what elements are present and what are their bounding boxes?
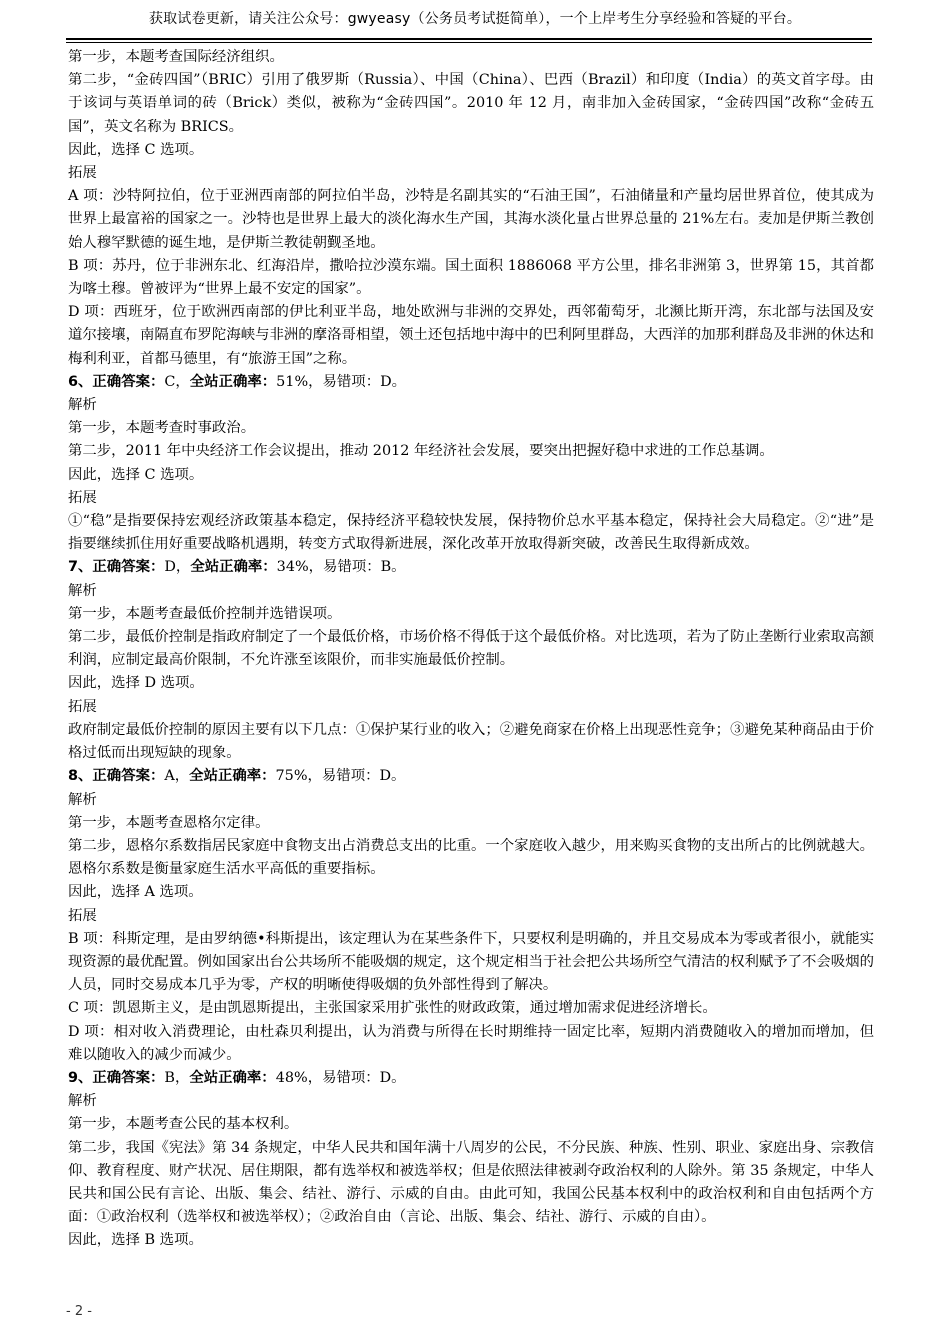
answer-label: 正确答案： bbox=[92, 559, 165, 576]
answer-line bbox=[68, 765, 874, 788]
accuracy-label: 全站正确率： bbox=[189, 768, 276, 785]
answer-line bbox=[68, 371, 874, 394]
header-notice: 获取试卷更新，请关注公众号：gwyeasy（公务员考试挺简单），一个上岸考生分享经验和答疑的平台。 bbox=[148, 11, 802, 27]
paragraph: 解析 bbox=[68, 582, 97, 599]
question-number: 9、 bbox=[68, 1069, 93, 1086]
paragraph: 拓展 bbox=[68, 907, 97, 924]
paragraph: 拓展 bbox=[68, 489, 97, 506]
accuracy-label: 全站正确率： bbox=[189, 373, 277, 390]
paragraph: D 项：西班牙，位于欧洲西南部的伊比利亚半岛，地处欧洲与非洲的交界处，西邻葡萄牙，北濒比斯开湾，东北部与法国及安道尔接壤，南隔直布罗陀海峡与非洲的摩洛哥相望，领土还包括地中海中的巴利阿里群岛，大西洋的加那利群岛及非洲的休达和梅利利亚，首都马德里，有“旅游王国”之称。 bbox=[68, 304, 874, 367]
paragraph: 第一步，本题考查最低价控制并选错误项。 bbox=[68, 605, 342, 622]
paragraph: 因此，选择 D 选项。 bbox=[68, 675, 204, 692]
answer-value: B， bbox=[164, 1069, 190, 1086]
accuracy-label: 全站正确率： bbox=[190, 559, 277, 576]
accuracy-value: 34%，易错项：B。 bbox=[276, 559, 406, 576]
question-number: 7、 bbox=[68, 559, 93, 576]
paragraph: 第二步，恩格尔系数指居民家庭中食物支出占消费总支出的比重。一个家庭收入越少，用来购买食物的支出所占的比例就越大。恩格尔系数是衡量家庭生活水平高低的重要指标。 bbox=[68, 837, 874, 878]
paragraph: 因此，选择 B 选项。 bbox=[68, 1232, 203, 1249]
paragraph: 第二步，我国《宪法》第 34 条规定，中华人民共和国年满十八周岁的公民，不分民族、种族、性别、职业、家庭出身、宗教信仰、教育程度、财产状况、居住期限，都有选举权和被选举权；但是依照法律被剥夺政治权利的人除外。第 35 条规定，中华人民共和国公民有言论、出版、集会、结社、游行、示威的自由。由此可知，我国公民基本权利中的政治权利和自由包括两个方面：①政治权利（选举权和被选举权）；②政治自由（言论、出版、集会、结社、游行、示威的自由）。 bbox=[68, 1139, 874, 1226]
page-header bbox=[0, 0, 950, 40]
paragraph: 因此，选择 A 选项。 bbox=[68, 884, 203, 901]
paragraph: A 项：沙特阿拉伯，位于亚洲西南部的阿拉伯半岛，沙特是名副其实的“石油王国”，石油储量和产量均居世界首位，使其成为世界上最富裕的国家之一。沙特也是世界上最大的淡化海水生产国，其海水淡化量占世界总量的 21%左右。麦加是伊斯兰教创始人穆罕默德的诞生地，是伊斯兰教徒朝觐圣地。 bbox=[68, 188, 874, 251]
paragraph: 因此，选择 C 选项。 bbox=[68, 141, 204, 158]
document-body bbox=[68, 46, 874, 1253]
accuracy-value: 51%，易错项：D。 bbox=[276, 373, 407, 390]
paragraph: 第二步，“金砖四国”（BRIC）引用了俄罗斯（Russia）、中国（China）、巴西（Brazil）和印度（India）的英文首字母。由于该词与英语单词的砖（Brick）类似，被称为“金砖四国”。2010 年 12 月，南非加入金砖国家，“金砖四国”改称“金砖五国”，英文名称为 BRICS。 bbox=[68, 72, 874, 135]
paragraph: D 项：相对收入消费理论，由杜森贝利提出，认为消费与所得在长时期维持一固定比率，短期内消费随收入的增加而增加，但难以随收入的减少而减少。 bbox=[68, 1023, 874, 1063]
answer-line bbox=[68, 1067, 874, 1090]
page-number: - 2 - bbox=[66, 1304, 92, 1319]
paragraph: 拓展 bbox=[68, 165, 97, 182]
answer-label: 正确答案： bbox=[92, 768, 165, 785]
paragraph: B 项：科斯定理，是由罗纳德•科斯提出，该定理认为在某些条件下，只要权利是明确的，并且交易成本为零或者很小，就能实现资源的最优配置。例如国家出台公共场所不能吸烟的规定，这个规定相当于社会把公共场所空气清洁的权利赋予了不会吸烟的人员，同时交易成本几乎为零，产权的明晰使得吸烟的负外部性得到了解决。 bbox=[68, 930, 874, 994]
answer-label: 正确答案： bbox=[92, 1069, 165, 1086]
accuracy-value: 75%，易错项：D。 bbox=[275, 768, 406, 785]
paragraph: 拓展 bbox=[68, 698, 97, 715]
paragraph: 第二步，2011 年中央经济工作会议提出，推动 2012 年经济社会发展，要突出把握好稳中求进的工作总基调。 bbox=[68, 443, 774, 460]
answer-label: 正确答案： bbox=[92, 373, 165, 390]
paragraph: 第一步，本题考查公民的基本权利。 bbox=[68, 1116, 299, 1133]
paragraph: 解析 bbox=[68, 791, 97, 808]
answer-value: D， bbox=[164, 559, 191, 576]
header-rule-thick bbox=[66, 38, 872, 40]
paragraph: 第二步，最低价控制是指政府制定了一个最低价格，市场价格不得低于这个最低价格。对比选项，若为了防止垄断行业索取高额利润，应制定最高价限制，不允许涨至该限价，而非实施最低价控制。 bbox=[68, 629, 874, 669]
paragraph: B 项：苏丹，位于非洲东北、红海沿岸，撒哈拉沙漠东端。国土面积 1886068 平方公里，排名非洲第 3，世界第 15，其首都为喀土穆。曾被评为“世界上最不安定的国家”。 bbox=[68, 257, 874, 298]
paragraph: ①“稳”是指要保持宏观经济政策基本稳定，保持经济平稳较快发展，保持物价总水平基本稳定，保持社会大局稳定。②“进”是指要继续抓住用好重要战略机遇期，转变方式取得新进展，深化改革开放取得新突破，改善民生取得新成效。 bbox=[68, 513, 874, 553]
question-number: 6、 bbox=[68, 373, 93, 390]
paragraph: 解析 bbox=[68, 397, 97, 414]
paragraph: 解析 bbox=[68, 1093, 97, 1110]
paragraph: C 项：凯恩斯主义，是由凯恩斯提出，主张国家采用扩张性的财政政策，通过增加需求促进经济增长。 bbox=[68, 1000, 717, 1017]
paragraph: 第一步，本题考查恩格尔定律。 bbox=[68, 814, 270, 831]
paragraph: 因此，选择 C 选项。 bbox=[68, 466, 204, 483]
answer-line bbox=[68, 556, 874, 579]
question-number: 8、 bbox=[68, 768, 93, 785]
answer-value: A， bbox=[164, 768, 190, 785]
answer-value: C， bbox=[164, 373, 190, 390]
paragraph: 第一步，本题考查国际经济组织。 bbox=[68, 49, 284, 65]
header-rule-thin bbox=[66, 42, 872, 43]
accuracy-value: 48%，易错项：D。 bbox=[275, 1069, 406, 1086]
paragraph: 第一步，本题考查时事政治。 bbox=[68, 420, 256, 437]
accuracy-label: 全站正确率： bbox=[189, 1069, 276, 1086]
paragraph: 政府制定最低价控制的原因主要有以下几点：①保护某行业的收入；②避免商家在价格上出现恶性竞争；③避免某种商品由于价格过低而出现短缺的现象。 bbox=[68, 721, 874, 762]
